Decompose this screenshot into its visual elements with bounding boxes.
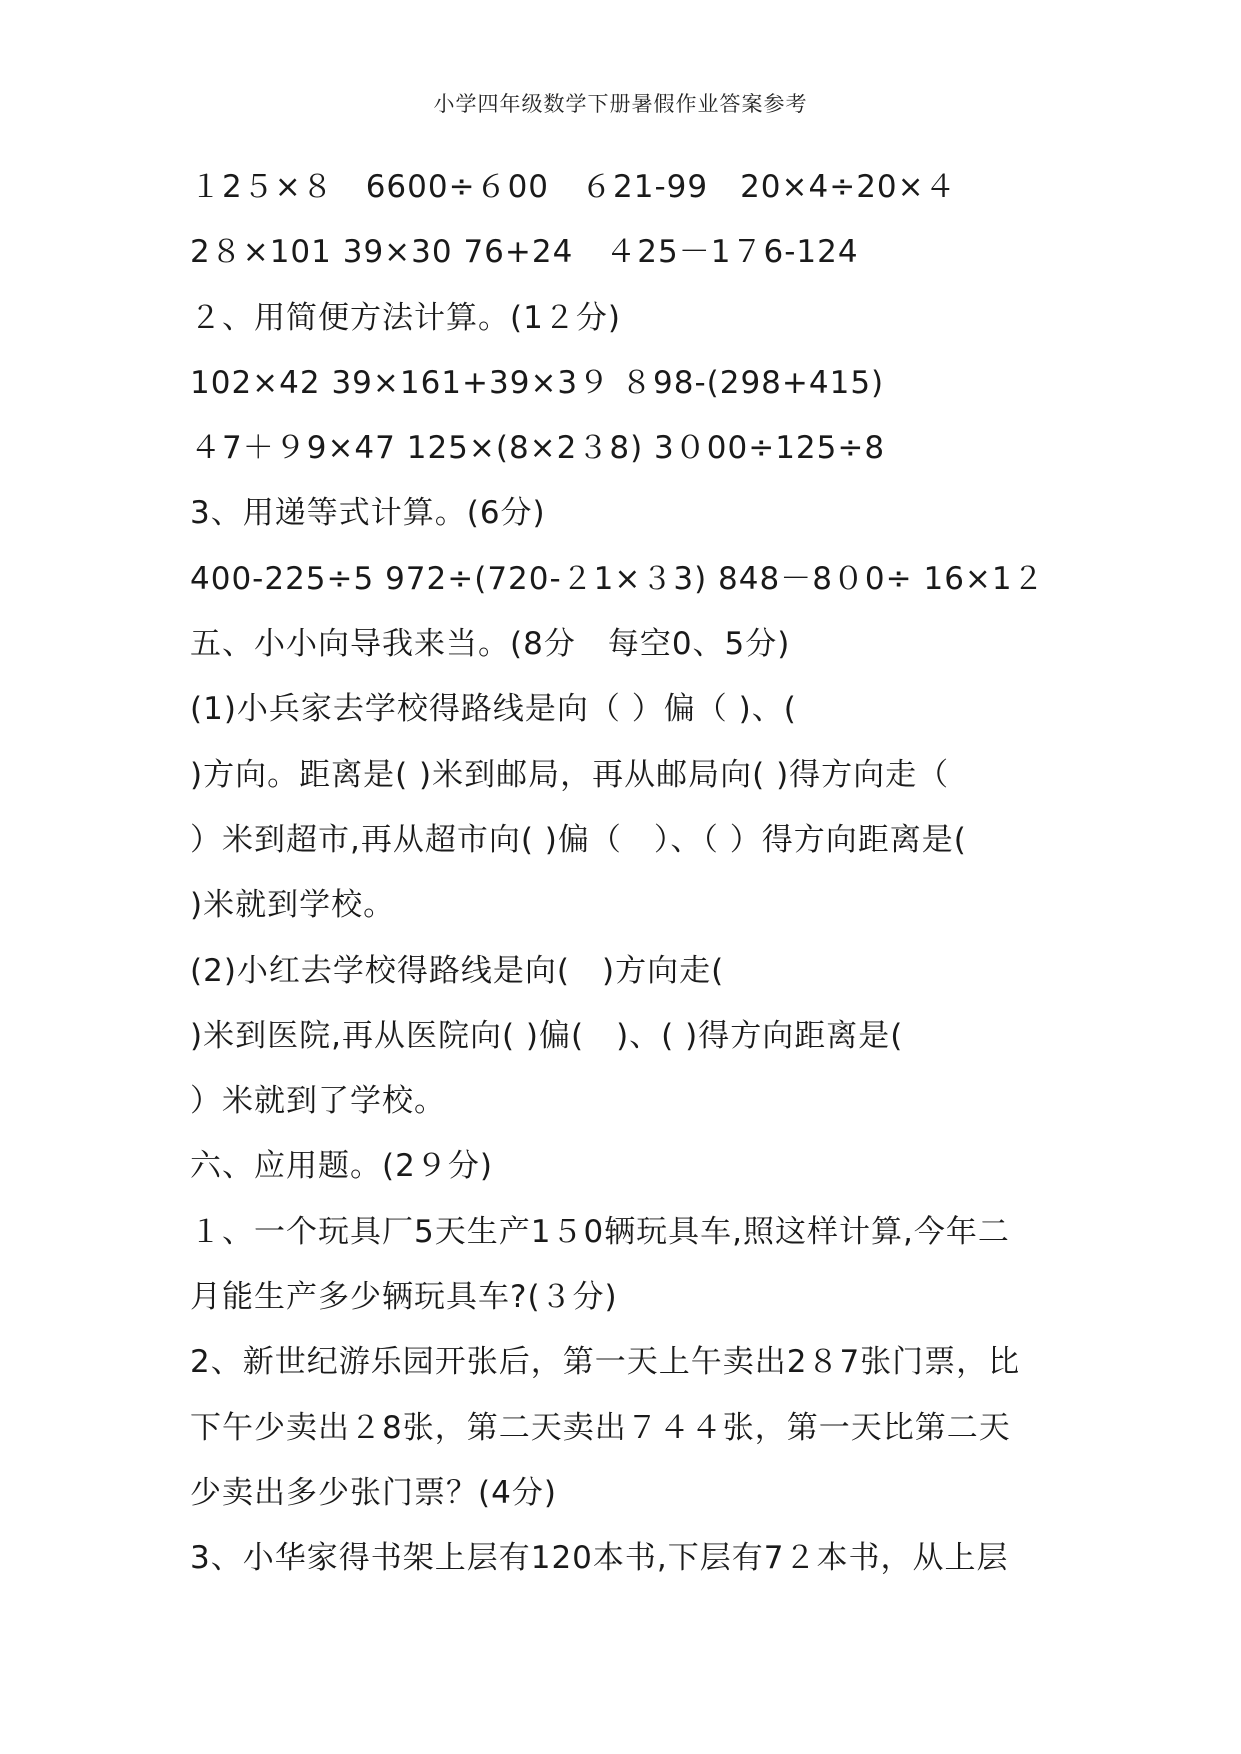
page-header: 小学四年级数学下册暑假作业答案参考 xyxy=(433,92,808,116)
text-line: (1)小兵家去学校得路线是向（ ）偏（ )、( xyxy=(190,691,797,728)
section-heading: 五、小小向导我来当。(8分 每空0、5分) xyxy=(190,626,791,663)
text-line: １2５×８ 6600÷６00 ６21-99 20×4÷20×４ xyxy=(190,169,957,205)
text-line: 月能生产多少辆玩具车?(３分) xyxy=(190,1279,618,1316)
text-line: )方向。距离是( )米到邮局，再从邮局向( )得方向走（ xyxy=(190,756,950,793)
text-line: 2、新世纪游乐园开张后，第一天上午卖出2８7张门票，比 xyxy=(190,1344,1021,1381)
text-line: ４7＋９9×47 125×(8×2３8) 3０00÷125÷8 xyxy=(190,430,886,467)
text-line: (2)小红去学校得路线是向( )方向走( xyxy=(190,952,725,989)
section-heading: 3、用递等式计算。(6分) xyxy=(190,495,546,532)
text-line: ）米就到了学校。 xyxy=(190,1083,446,1120)
section-heading: ２、用简便方法计算。(1２分) xyxy=(190,299,621,336)
text-line: 400-225÷5 972÷(720-２1×３3) 848－8０0÷ 16×1２ xyxy=(190,560,1045,597)
text-line: )米到医院,再从医院向( )偏( )、( )得方向距离是( xyxy=(190,1017,904,1054)
section-heading: 六、应用题。(2９分) xyxy=(190,1148,493,1185)
text-line: 2８×101 39×30 76+24 ４25－1７6-124 xyxy=(190,234,859,271)
text-line: ）米到超市,再从超市向( )偏（ ）、（ ）得方向距离是( xyxy=(190,821,967,858)
text-line: 下午少卖出２8张，第二天卖出７４４张，第一天比第二天 xyxy=(190,1409,1011,1446)
text-line: 102×42 39×161+39×3９ ８98-(298+415) xyxy=(190,364,885,401)
text-line: )米就到学校。 xyxy=(190,887,396,924)
text-line: １、一个玩具厂5天生产1５0辆玩具车,照这样计算,今年二 xyxy=(190,1213,1010,1250)
text-line: 3、小华家得书架上层有120本书,下层有7２本书，从上层 xyxy=(190,1540,1009,1577)
text-line: 少卖出多少张门票？(4分) xyxy=(190,1474,557,1511)
document-body xyxy=(190,155,1070,1592)
